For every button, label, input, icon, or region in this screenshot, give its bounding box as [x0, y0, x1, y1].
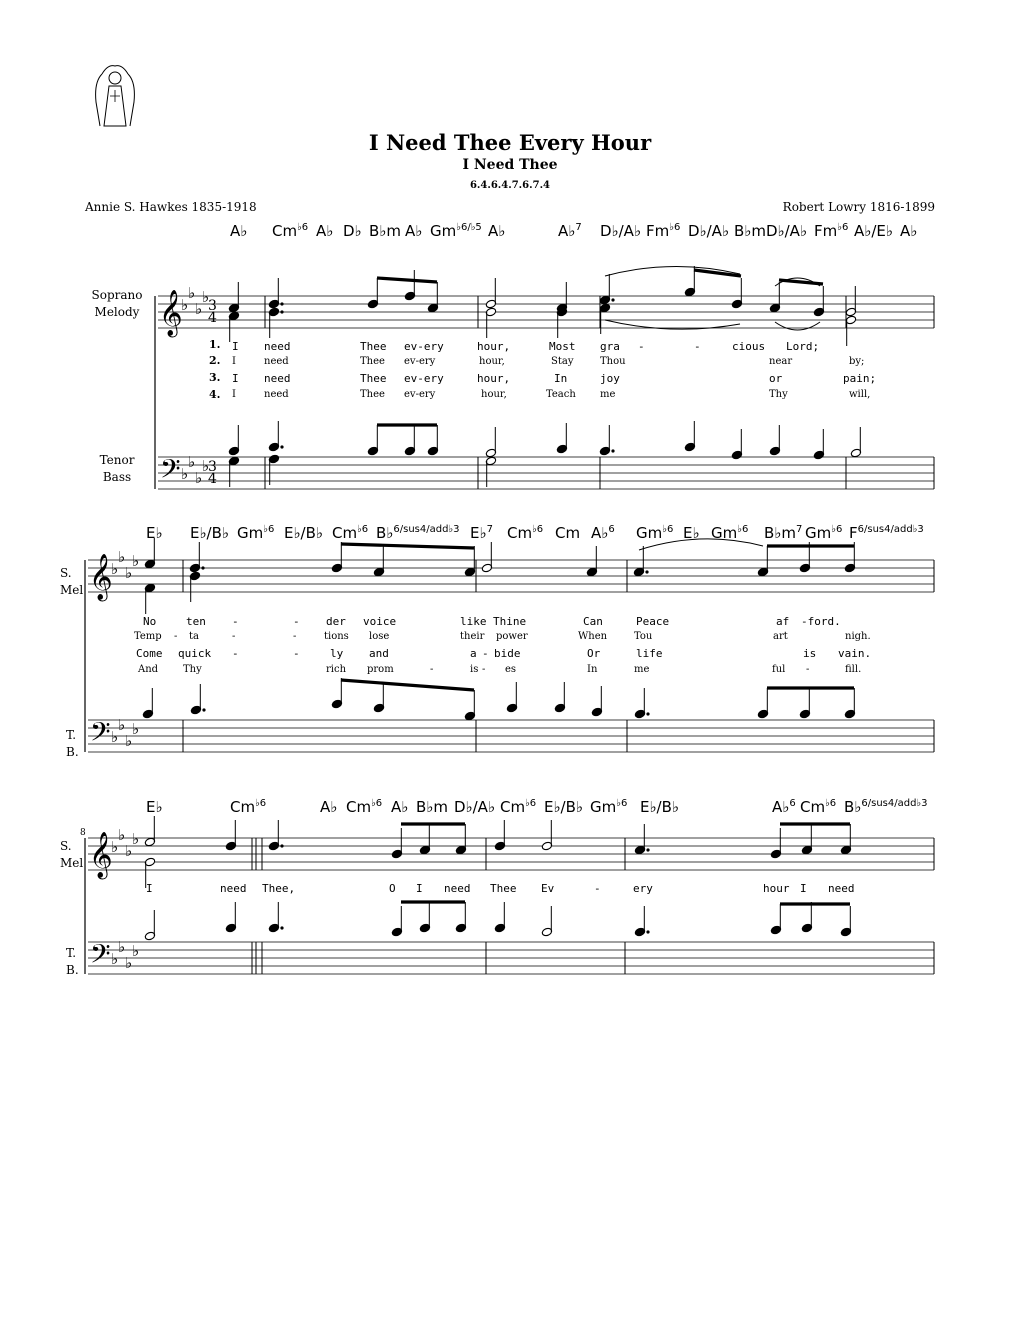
lyric-syllable: lose — [369, 631, 390, 642]
chord-extension: ♭6 — [616, 798, 628, 809]
lyric-syllable: a — [470, 647, 477, 660]
chord-extension: ♭6 — [532, 524, 544, 535]
lyric-syllable: bide — [494, 647, 521, 660]
lyric-syllable: or — [769, 372, 783, 385]
bass-clef: 𝄢 — [160, 453, 181, 491]
augmentation-dot — [280, 844, 283, 847]
flat-sign: ♭ — [118, 548, 126, 566]
chord-extension: ♭6 — [263, 524, 275, 535]
lyric-syllable: and — [369, 647, 389, 660]
verse-number: 2. — [209, 354, 221, 367]
chord-root: D♭/A♭ — [688, 222, 730, 240]
chord-root: A♭/E♭ — [854, 222, 893, 240]
verse-number: 3. — [209, 371, 221, 384]
flat-sign: ♭ — [111, 560, 119, 578]
chord-root: A♭ — [320, 798, 338, 816]
time-signature: 3 — [208, 459, 217, 475]
lyric-syllable: Thy — [769, 389, 788, 400]
instrument-name-bass: Bass — [102, 470, 132, 484]
chord-extension: ♭6 — [297, 222, 309, 233]
lyric-syllable: rich — [326, 664, 347, 675]
lyric-syllable: Peace — [636, 615, 670, 628]
lyric-syllable: by; — [849, 356, 865, 367]
flat-sign: ♭ — [188, 284, 196, 302]
augmentation-dot — [280, 445, 283, 448]
lyric-syllable: near — [769, 356, 793, 367]
flat-sign: ♭ — [195, 300, 203, 318]
beam — [341, 680, 474, 690]
chord-root: E♭ — [146, 798, 163, 816]
lyric-syllable: ta — [189, 631, 199, 642]
lyric-syllable: is — [470, 664, 479, 675]
beam — [377, 278, 437, 282]
lyric-syllable: I — [232, 372, 239, 385]
lyric-syllable: Thee — [360, 372, 387, 385]
chord-root: A♭ — [405, 222, 423, 240]
page-subtitle: I Need Thee — [462, 157, 558, 173]
chord-root: A♭ — [558, 222, 576, 240]
lyric-syllable: - — [638, 340, 645, 353]
lyric-syllable: - — [482, 664, 486, 675]
lyric-syllable: Thy — [183, 664, 202, 675]
chord-root: A♭ — [772, 798, 790, 816]
lyric-syllable: pain; — [843, 372, 877, 385]
augmentation-dot — [280, 926, 283, 929]
flat-sign: ♭ — [125, 842, 133, 860]
chord-root: Cm — [800, 798, 826, 816]
chord-root: Cm — [346, 798, 372, 816]
chord-extension: ♭6 — [357, 524, 369, 535]
lyric-syllable: vain. — [838, 647, 872, 660]
lyric-syllable: nigh. — [845, 631, 871, 642]
lyric-syllable: need — [828, 882, 855, 895]
lyric-syllable: I — [800, 882, 807, 895]
lyric-syllable: - — [482, 647, 489, 660]
chord-extension: ♭6 — [525, 798, 537, 809]
lyric-syllable: In — [554, 372, 568, 385]
lyric-syllable: - — [232, 615, 239, 628]
chord-root: D♭/A♭ — [600, 222, 642, 240]
lyric-syllable: Can — [583, 615, 603, 628]
instrument-name-tenor: Tenor — [99, 453, 135, 467]
meter-label: 6.4.6.4.7.6.7.4 — [469, 180, 551, 191]
lyric-syllable: me — [600, 389, 616, 400]
chord-root: B♭m — [369, 222, 401, 240]
lyric-syllable: - — [430, 664, 434, 675]
lyric-syllable: hour, — [477, 340, 511, 353]
lyric-syllable: Ev — [541, 882, 555, 895]
chord-extension: 6/sus4/add♭3 — [861, 798, 928, 809]
chord-extension: 6 — [789, 798, 796, 809]
lyric-syllable: ev-ery — [404, 356, 436, 367]
flat-sign: ♭ — [111, 728, 119, 746]
chord-root: D♭ — [343, 222, 362, 240]
flat-sign: ♭ — [125, 564, 133, 582]
lyric-syllable: will, — [849, 389, 871, 400]
lyric-syllable: Come — [136, 647, 163, 660]
lyric-syllable: prom — [367, 664, 394, 675]
lyric-syllable: - — [694, 340, 701, 353]
lyric-syllable: voice — [363, 615, 397, 628]
lyric-syllable: - — [293, 647, 300, 660]
lyric-syllable: hour — [763, 882, 790, 895]
chord-root: A♭ — [591, 524, 609, 542]
augmentation-dot — [280, 302, 283, 305]
lyric-syllable: Thee — [360, 340, 387, 353]
lyric-syllable: - — [174, 631, 178, 642]
chord-root: F — [849, 524, 858, 542]
chord-root: B♭m — [734, 222, 766, 240]
flat-sign: ♭ — [132, 552, 140, 570]
lyric-syllable: need — [220, 882, 247, 895]
flat-sign: ♭ — [132, 942, 140, 960]
chord-root: D♭/A♭ — [454, 798, 496, 816]
treble-clef: 𝄞 — [89, 554, 113, 600]
chord-root: E♭ — [683, 524, 700, 542]
lyric-syllable: Thee — [360, 356, 385, 367]
time-signature: 3 — [208, 298, 217, 314]
measure-number: 8 — [80, 828, 86, 838]
flat-sign: ♭ — [202, 288, 210, 306]
lyric-syllable: Thee — [360, 389, 385, 400]
chord-extension: ♭6 — [669, 222, 681, 233]
chord-root: Cm — [507, 524, 533, 542]
chord-extension: ♭6 — [831, 524, 843, 535]
chord-root: Gm — [805, 524, 832, 542]
chord-root: Fm — [814, 222, 838, 240]
augmentation-dot — [201, 566, 204, 569]
lyric-syllable: need — [264, 356, 289, 367]
lyric-syllable: And — [138, 664, 159, 675]
treble-clef: 𝄞 — [89, 832, 113, 878]
chord-root: Gm — [590, 798, 617, 816]
flat-sign: ♭ — [118, 716, 126, 734]
augmentation-dot — [646, 848, 649, 851]
slur — [775, 322, 820, 330]
lyric-syllable: I — [146, 882, 153, 895]
page-title: I Need Thee Every Hour — [368, 130, 652, 155]
lyric-syllable: I — [416, 882, 423, 895]
lyric-syllable: In — [587, 664, 598, 675]
instrument-name-s: S. — [60, 839, 72, 853]
lyric-syllable: O — [389, 882, 396, 895]
flat-sign: ♭ — [202, 457, 210, 475]
lyric-syllable: ly — [330, 647, 344, 660]
lyric-syllable: hour, — [481, 389, 507, 400]
lyric-syllable: ev-ery — [404, 389, 436, 400]
flat-sign: ♭ — [181, 296, 189, 314]
lyric-syllable: - — [806, 664, 810, 675]
lyric-syllable: me — [634, 664, 650, 675]
instrument-name-melody: Melody — [94, 305, 140, 319]
chord-root: B♭m — [416, 798, 448, 816]
lyric-syllable: Lord; — [786, 340, 820, 353]
chord-extension: ♭6 — [737, 524, 749, 535]
flat-sign: ♭ — [118, 826, 126, 844]
flat-sign: ♭ — [118, 938, 126, 956]
chord-root: A♭ — [900, 222, 918, 240]
chord-root: Gm — [237, 524, 264, 542]
chord-extension: 6 — [608, 524, 615, 535]
chord-extension: 6/sus4/add♭3 — [857, 524, 924, 535]
lyric-syllable: gra — [600, 340, 620, 353]
instrument-name-mel: Mel — [60, 583, 84, 597]
lyric-syllable: I — [232, 389, 236, 400]
chord-root: E♭/B♭ — [284, 524, 323, 542]
lyric-syllable: ten — [186, 615, 206, 628]
chord-root: Cm — [332, 524, 358, 542]
time-signature: 4 — [208, 471, 217, 487]
lyric-syllable: Temp — [134, 631, 162, 642]
lyric-syllable: Or — [587, 647, 601, 660]
flat-sign: ♭ — [111, 838, 119, 856]
chord-root: Gm — [636, 524, 663, 542]
chord-root: Cm — [555, 524, 581, 542]
lyric-syllable: Teach — [546, 389, 576, 400]
chord-extension: ♭6/♭5 — [456, 222, 482, 233]
lyric-syllable: ful — [772, 664, 786, 675]
lyric-syllable: der — [326, 615, 346, 628]
lyric-syllable: ev-ery — [404, 372, 444, 385]
chord-root: E♭ — [470, 524, 487, 542]
lyric-syllable: like — [460, 615, 487, 628]
lyric-syllable: No — [143, 615, 157, 628]
lyric-syllable: Thee — [490, 882, 517, 895]
instrument-name-mel: Mel — [60, 856, 84, 870]
chord-root: B♭ — [376, 524, 394, 542]
lyric-syllable: Tou — [634, 631, 653, 642]
lyric-syllable: joy — [600, 372, 620, 385]
verse-number: 4. — [209, 388, 221, 401]
lyric-syllable: power — [496, 631, 528, 642]
lyric-syllable: -ford. — [801, 615, 841, 628]
instrument-name-soprano: Soprano — [91, 288, 143, 302]
augmentation-dot — [645, 570, 648, 573]
lyric-syllable: When — [578, 631, 608, 642]
lyric-syllable: cious — [732, 340, 766, 353]
chord-root: E♭/B♭ — [640, 798, 679, 816]
lyric-syllable: quick — [178, 647, 212, 660]
flat-sign: ♭ — [132, 720, 140, 738]
lyric-syllable: life — [636, 647, 663, 660]
chord-root: Cm — [500, 798, 526, 816]
lyric-syllable: af — [776, 615, 790, 628]
lyric-syllable: - — [232, 647, 239, 660]
bass-clef: 𝄢 — [90, 938, 111, 976]
flat-sign: ♭ — [188, 453, 196, 471]
chord-root: Gm — [430, 222, 457, 240]
instrument-name-t: T. — [66, 728, 77, 742]
chord-extension: 7 — [486, 524, 493, 535]
lyric-syllable: Stay — [551, 356, 574, 367]
augmentation-dot — [611, 449, 614, 452]
chord-root: D♭/A♭ — [766, 222, 808, 240]
chord-root: E♭/B♭ — [190, 524, 229, 542]
augmentation-dot — [202, 708, 205, 711]
flat-sign: ♭ — [195, 469, 203, 487]
instrument-name-b: B. — [66, 745, 79, 759]
augmentation-dot — [646, 930, 649, 933]
lyric-syllable: Thine — [493, 615, 527, 628]
chord-root: A♭ — [316, 222, 334, 240]
lyric-syllable: Most — [549, 340, 576, 353]
lyric-syllable: I — [232, 356, 236, 367]
lyric-syllable: Thee, — [262, 882, 296, 895]
lyric-syllable: - — [293, 631, 297, 642]
lyric-syllable: fill. — [845, 664, 862, 675]
augmentation-dot — [646, 712, 649, 715]
chord-root: A♭ — [391, 798, 409, 816]
chord-extension: ♭6 — [825, 798, 837, 809]
chord-root: Cm — [272, 222, 298, 240]
chord-extension: ♭6 — [662, 524, 674, 535]
chord-extension: ♭6 — [371, 798, 383, 809]
beam — [341, 544, 474, 548]
flat-sign: ♭ — [111, 950, 119, 968]
bass-clef: 𝄢 — [90, 716, 111, 754]
instrument-name-b: B. — [66, 963, 79, 977]
lyric-syllable: need — [264, 372, 291, 385]
slur — [639, 539, 763, 550]
lyric-syllable: ev-ery — [404, 340, 444, 353]
flat-sign: ♭ — [125, 732, 133, 750]
lyric-syllable: is — [803, 647, 817, 660]
chord-root: Cm — [230, 798, 256, 816]
augmentation-dot — [280, 310, 283, 313]
lyric-syllable: - — [293, 615, 300, 628]
chord-root: E♭ — [146, 524, 163, 542]
lyric-syllable: their — [460, 631, 485, 642]
chord-root: Fm — [646, 222, 670, 240]
chord-extension: 6/sus4/add♭3 — [393, 524, 460, 535]
chord-root: A♭ — [488, 222, 506, 240]
lyric-syllable: need — [264, 340, 291, 353]
lyric-syllable: hour, — [479, 356, 505, 367]
treble-clef: 𝄞 — [159, 290, 183, 336]
chord-root: Gm — [711, 524, 738, 542]
chord-root: B♭m — [764, 524, 796, 542]
instrument-name-s: S. — [60, 566, 72, 580]
flat-sign: ♭ — [125, 954, 133, 972]
lyric-syllable: need — [264, 389, 289, 400]
lyric-syllable: es — [505, 664, 517, 675]
instrument-name-t: T. — [66, 946, 77, 960]
lyric-syllable: I — [232, 340, 239, 353]
lyric-syllable: ery — [633, 882, 653, 895]
poet-credit: Annie S. Hawkes 1835-1918 — [85, 200, 257, 214]
chord-extension: 7 — [575, 222, 582, 233]
chord-extension: ♭6 — [837, 222, 849, 233]
verse-number: 1. — [209, 338, 221, 351]
flat-sign: ♭ — [132, 830, 140, 848]
lyric-syllable: - — [232, 631, 236, 642]
time-signature: 4 — [208, 310, 217, 326]
chord-root: B♭ — [844, 798, 862, 816]
augmentation-dot — [611, 298, 614, 301]
chord-root: E♭/B♭ — [544, 798, 583, 816]
lyric-syllable: - — [594, 882, 601, 895]
lyric-syllable: tions — [324, 631, 349, 642]
chord-root: A♭ — [230, 222, 248, 240]
lyric-syllable: Thou — [600, 356, 626, 367]
flat-sign: ♭ — [181, 465, 189, 483]
lyric-syllable: hour, — [477, 372, 511, 385]
lyric-syllable: art — [773, 631, 788, 642]
lyric-syllable: need — [444, 882, 471, 895]
chord-extension: ♭6 — [255, 798, 267, 809]
composer-credit: Robert Lowry 1816-1899 — [782, 200, 935, 214]
chord-extension: 7 — [795, 524, 803, 535]
